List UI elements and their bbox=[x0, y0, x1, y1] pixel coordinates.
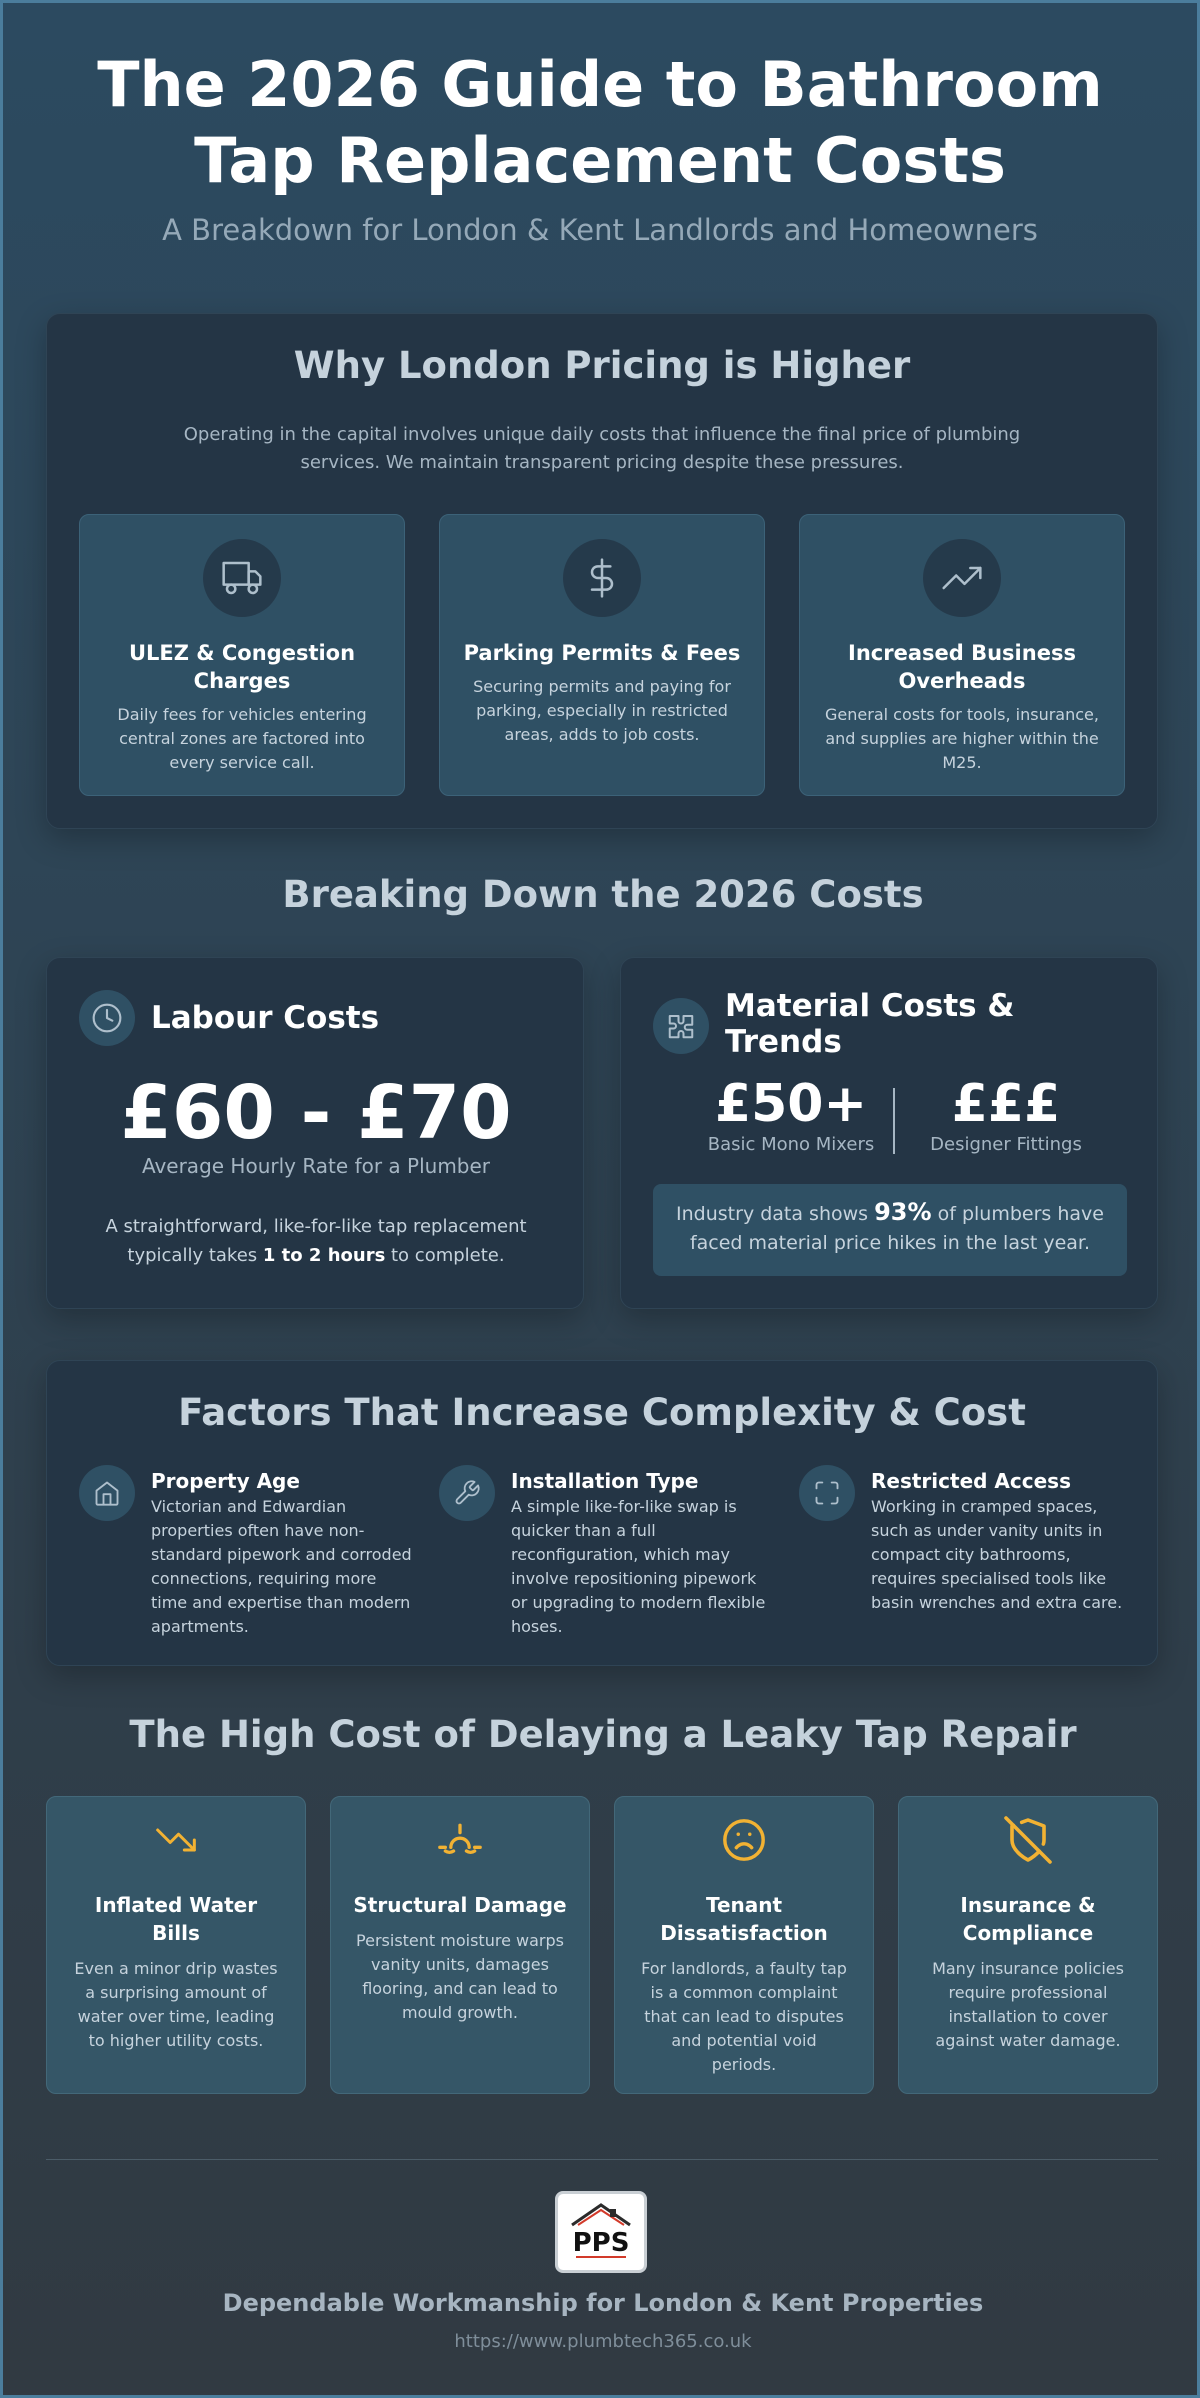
leak-card-insurance bbox=[898, 1796, 1158, 2094]
factor-text: Working in cramped spaces, such as under vanity units in compact city bathrooms, requires specialised tools like basin wrenches and extra care. bbox=[871, 1497, 1123, 1612]
factor-text: Victorian and Edwardian properties often have non-standard pipework and corroded connections, requiring more time and expertise than modern apartments. bbox=[151, 1497, 412, 1636]
leak-card-title: Tenant Dissatisfaction bbox=[660, 1893, 828, 1945]
leak-card-text: Persistent moisture warps vanity units, damages flooring, and can lead to mould growth. bbox=[356, 1931, 564, 2022]
factor-title: Property Age bbox=[151, 1469, 300, 1493]
leak-card-text: Many insurance policies require professional installation to cover against water damage. bbox=[932, 1959, 1124, 2050]
hourly-rate-caption: Average Hourly Rate for a Plumber bbox=[141, 1154, 491, 1178]
company-logo bbox=[555, 2191, 647, 2273]
leak-card-structural bbox=[330, 1796, 590, 2094]
industry-stat-text-end: of plumbers have faced material price hikes in the last year. bbox=[689, 1203, 1104, 1254]
price-designer-value: £££ bbox=[951, 1074, 1061, 1134]
leak-card-title: Inflated Water Bills bbox=[94, 1893, 258, 1945]
page-subtitle: A Breakdown for London & Kent Landlords and Homeowners bbox=[162, 213, 1038, 247]
hourly-rate: £60 - £70 bbox=[120, 1070, 512, 1156]
why-london-panel bbox=[46, 313, 1158, 829]
truck-icon bbox=[203, 539, 281, 617]
labour-note-text: A straightforward, like-for-like tap replacement typically takes bbox=[105, 1216, 527, 1266]
page-title: The 2026 Guide to Bathroom Tap Replacement Costs bbox=[97, 48, 1103, 197]
material-costs-title: Material Costs & Trends bbox=[725, 988, 1015, 1060]
costs-heading: Breaking Down the 2026 Costs bbox=[282, 873, 924, 916]
footer-divider bbox=[46, 2159, 1158, 2160]
frown-icon bbox=[637, 1815, 851, 1865]
price-designer bbox=[911, 1076, 1101, 1155]
labour-note-duration: 1 to 2 hours bbox=[262, 1245, 386, 1266]
material-costs-card bbox=[620, 957, 1158, 1309]
labour-costs-card bbox=[46, 957, 584, 1309]
dollar-icon bbox=[563, 539, 641, 617]
price-basic-value: £50+ bbox=[714, 1074, 868, 1134]
factor-title: Restricted Access bbox=[871, 1469, 1071, 1493]
why-card-ulez bbox=[79, 514, 405, 796]
factors-title: Factors That Increase Complexity & Cost bbox=[178, 1391, 1026, 1434]
leak-card-tenant bbox=[614, 1796, 874, 2094]
why-card-title: Parking Permits & Fees bbox=[463, 641, 741, 665]
labour-costs-title: Labour Costs bbox=[151, 1000, 380, 1036]
header bbox=[3, 3, 1197, 247]
why-card-text: General costs for tools, insurance, and supplies are higher within the M25. bbox=[825, 705, 1099, 772]
price-basic-label: Basic Mono Mixers bbox=[707, 1134, 875, 1155]
industry-stat-percent: 93% bbox=[874, 1198, 932, 1226]
puzzle-icon bbox=[653, 998, 709, 1054]
industry-stat-text: Industry data shows bbox=[676, 1203, 875, 1225]
factors-panel bbox=[46, 1360, 1158, 1666]
shield-off-icon bbox=[921, 1815, 1135, 1865]
why-london-title: Why London Pricing is Higher bbox=[293, 344, 911, 387]
leak-card-title: Insurance & Compliance bbox=[960, 1893, 1096, 1945]
leak-card-water-bills bbox=[46, 1796, 306, 2094]
labour-note bbox=[87, 1212, 545, 1270]
why-card-title: Increased Business Overheads bbox=[848, 641, 1076, 693]
labour-note-text-end: to complete. bbox=[385, 1245, 505, 1266]
price-divider bbox=[893, 1088, 895, 1154]
leak-card-title: Structural Damage bbox=[353, 1893, 567, 1917]
factor-title: Installation Type bbox=[511, 1469, 699, 1493]
leak-heading: The High Cost of Delaying a Leaky Tap Repair bbox=[129, 1713, 1077, 1756]
leak-card-text: For landlords, a faulty tap is a common complaint that can lead to disputes and potential void periods. bbox=[641, 1959, 847, 2074]
logo-text: PPS bbox=[572, 2228, 630, 2258]
why-card-text: Daily fees for vehicles entering central zones are factored into every service call. bbox=[117, 705, 367, 772]
why-london-intro: Operating in the capital involves unique daily costs that influence the final price of plumbing services. We maintain transparent pricing despite these pressures. bbox=[183, 424, 1021, 473]
why-card-parking bbox=[439, 514, 765, 796]
clock-icon bbox=[79, 990, 135, 1046]
factor-text: A simple like-for-like swap is quicker than a full reconfiguration, which may involve repositioning pipework or upgrading to modern flexible hoses. bbox=[511, 1497, 766, 1636]
trending-down-icon bbox=[69, 1815, 283, 1865]
leak-cards bbox=[46, 1796, 1158, 2094]
wrench-icon bbox=[439, 1465, 495, 1521]
expand-icon bbox=[799, 1465, 855, 1521]
why-card-title: ULEZ & Congestion Charges bbox=[128, 641, 356, 693]
footer-tagline: Dependable Workmanship for London & Kent Properties bbox=[222, 2289, 984, 2317]
industry-stat-box bbox=[653, 1184, 1127, 1276]
house-icon bbox=[79, 1465, 135, 1521]
why-london-cards bbox=[79, 514, 1125, 796]
price-designer-label: Designer Fittings bbox=[930, 1134, 1082, 1155]
leak-card-text: Even a minor drip wastes a surprising amount of water over time, leading to higher utility costs. bbox=[74, 1959, 278, 2050]
why-card-text: Securing permits and paying for parking, especially in restricted areas, adds to job costs. bbox=[473, 677, 731, 744]
trending-up-icon bbox=[923, 539, 1001, 617]
sunset-icon bbox=[353, 1815, 567, 1865]
price-basic bbox=[701, 1076, 881, 1155]
why-card-overheads bbox=[799, 514, 1125, 796]
website-link[interactable]: https://www.plumbtech365.co.uk bbox=[454, 2331, 752, 2352]
